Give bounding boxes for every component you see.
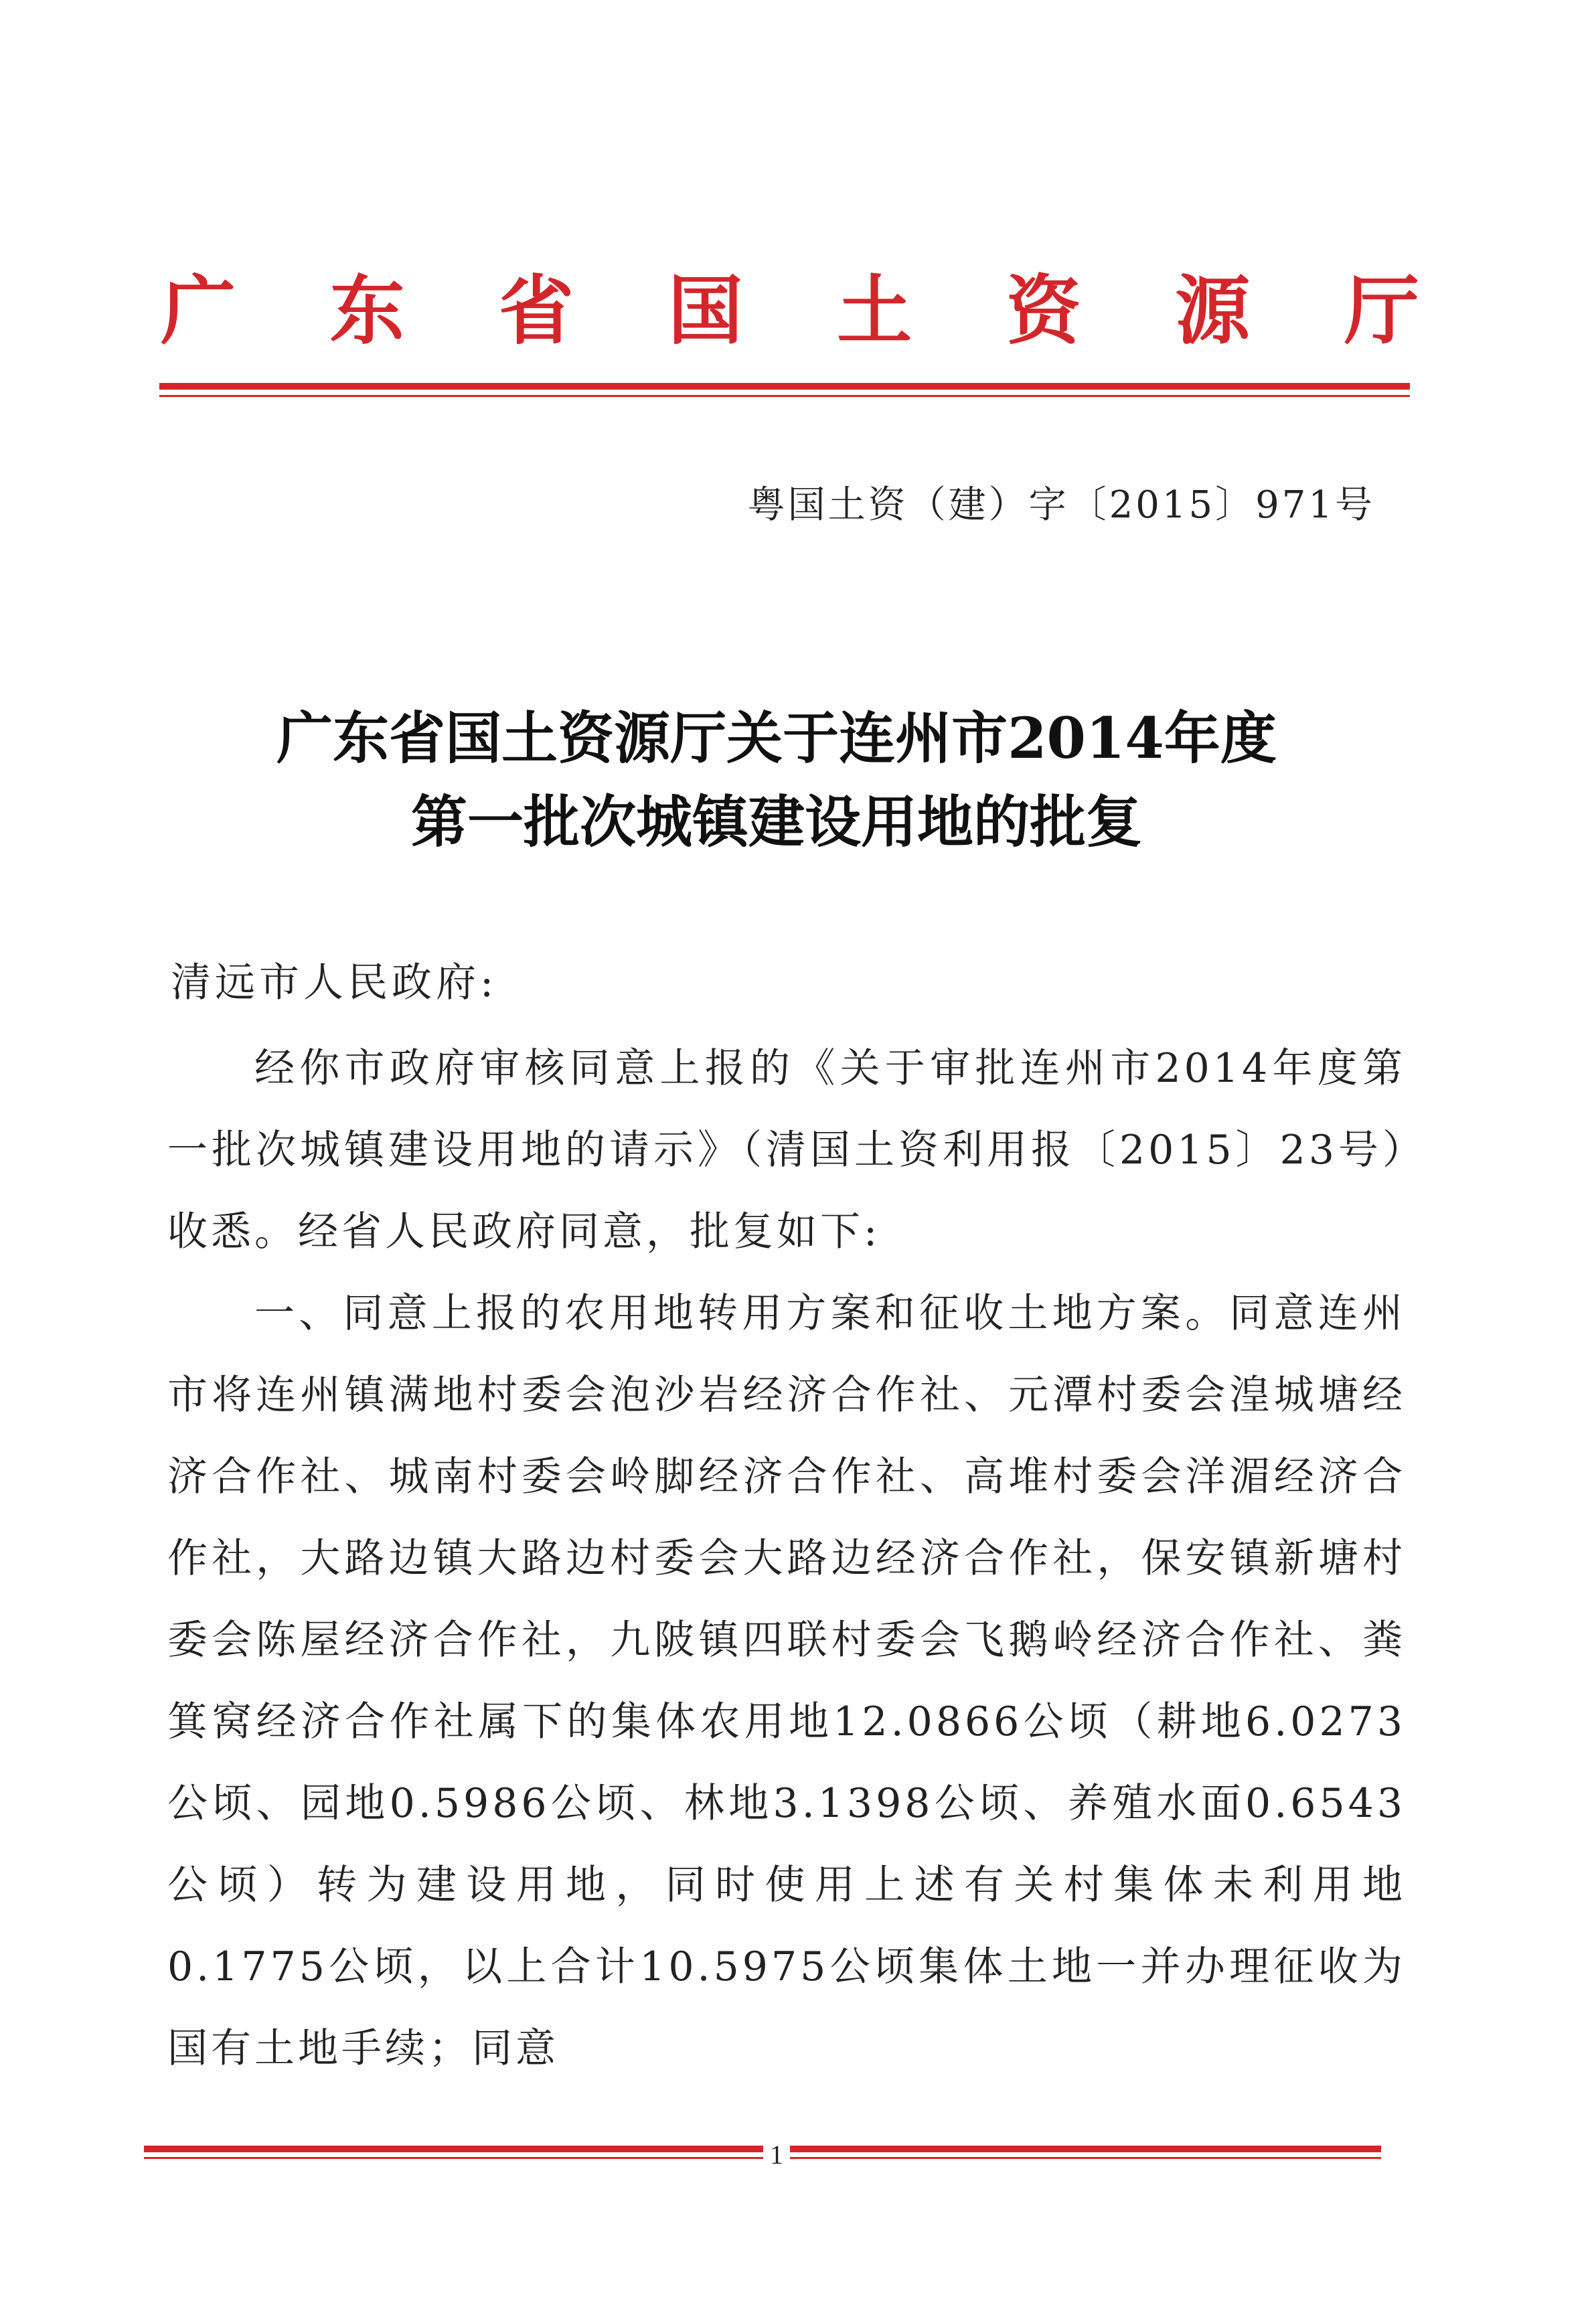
salutation: 清远市人民政府:: [171, 959, 498, 1006]
masthead-char: 土: [837, 267, 912, 355]
header-divider-thin: [159, 395, 1410, 397]
agency-masthead: [161, 258, 1419, 365]
body-paragraph-1: 经你市政府审核同意上报的《关于审批连州市2014年度第一批次城镇建设用地的请示》（清国土资利用报〔2015〕23号）收悉。经省人民政府同意，批复如下:: [167, 1045, 1406, 1255]
footer-divider-thin: [144, 2157, 1381, 2159]
title-line-1: 广东省国土资源厅关于连州市2014年度: [276, 705, 1277, 771]
page-number: 1: [763, 2139, 790, 2170]
footer-divider-thick: [144, 2146, 1381, 2152]
body-paragraph-2: 一、同意上报的农用地转用方案和征收土地方案。同意连州市将连州镇满地村委会泡沙岩经济合作社、元潭村委会湟城塘经济合作社、城南村委会岭脚经济合作社、高堆村委会洋湄经济合作社，大路边镇大路边村委会大路边经济合作社，保安镇新塘村委会陈屋经济合作社，九陂镇四联村委会飞鹅岭经济合作社、粪箕窝经济合作社属下的集体农用地12.0866公顷（耕地6.0273公顷、园地0.5986公顷、林地3.1398公顷、养殖水面0.6543公顷）转为建设用地，同时使用上述有关村集体未利用地0.1775公顷，以上合计10.5975公顷集体土地一并办理征收为国有土地手续；同意: [167, 1290, 1406, 2072]
masthead-char: 东: [329, 267, 405, 355]
document-title: [121, 696, 1433, 864]
title-line-2: 第一批次城镇建设用地的批复: [410, 789, 1142, 855]
masthead-char: 厅: [1344, 267, 1419, 355]
masthead-char: 省: [499, 267, 574, 355]
masthead-char: 广: [161, 267, 236, 355]
masthead-char: 资: [1006, 267, 1081, 355]
masthead-char: 国: [667, 267, 743, 355]
document-number: 粤国土资（建）字〔2015〕971号: [747, 483, 1375, 527]
masthead-char: 源: [1175, 267, 1251, 355]
header-divider-thick: [159, 383, 1410, 390]
